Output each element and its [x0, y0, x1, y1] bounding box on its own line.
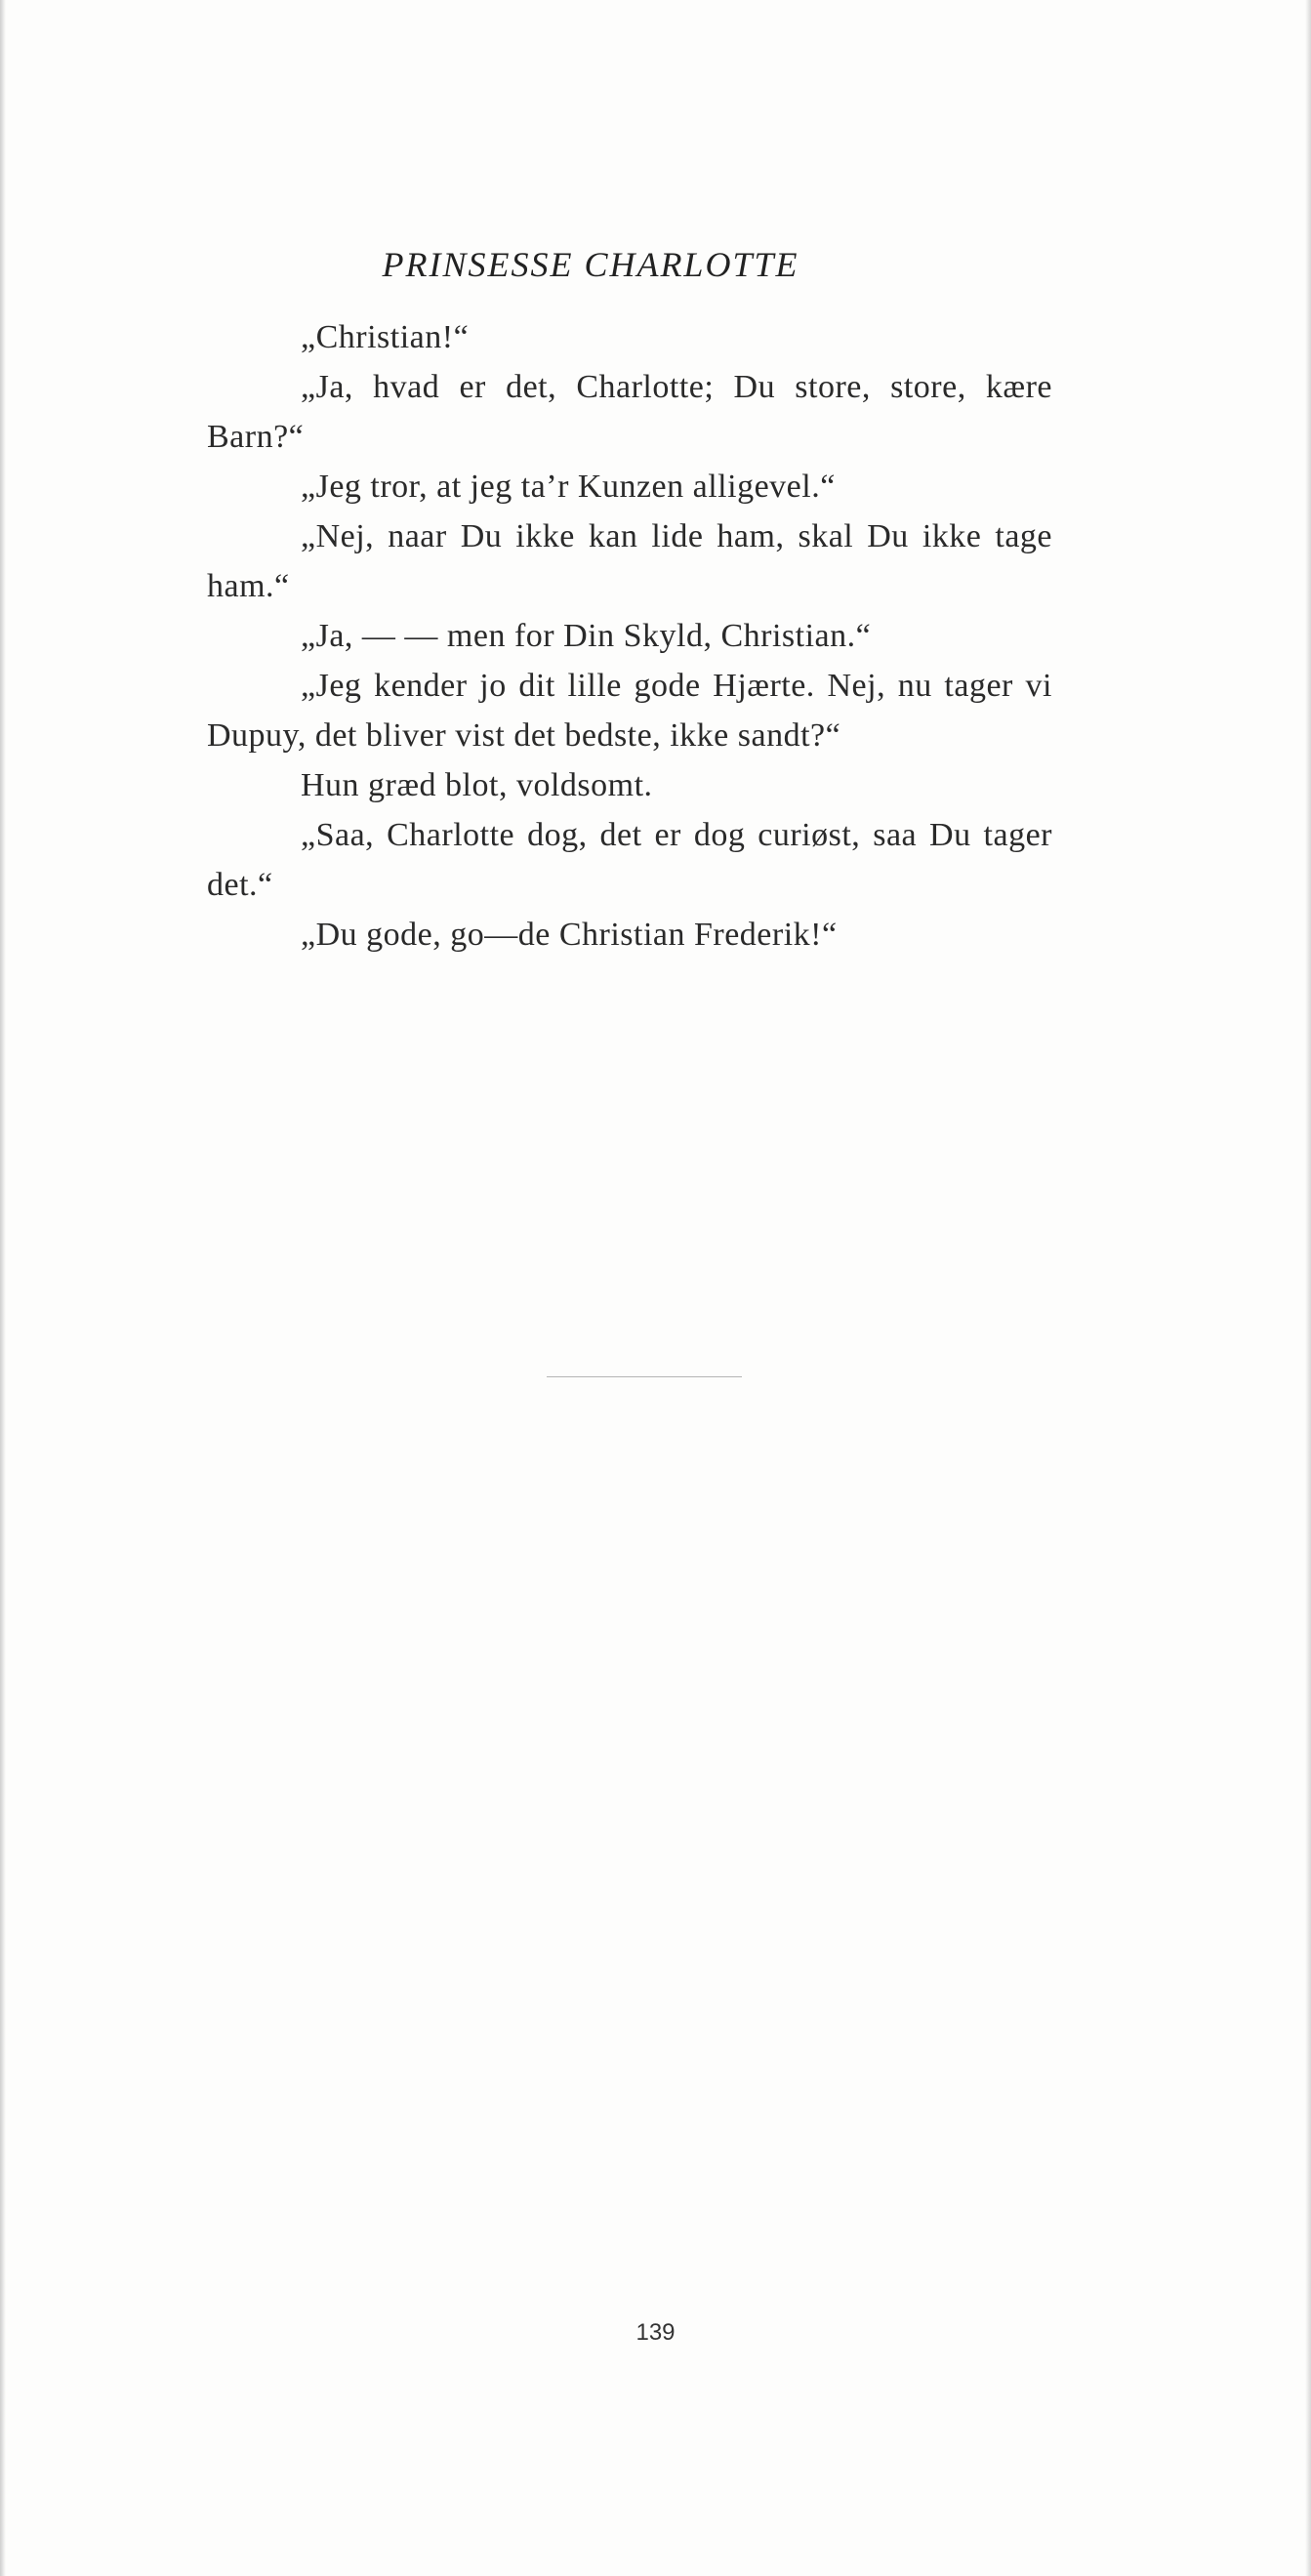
page-edge-right: [1305, 0, 1311, 2576]
paragraph: „Jeg kender jo dit lille gode Hjærte. Nej, nu tager vi Dupuy, det bliver vist det bedste, ikke sandt?“: [207, 668, 1052, 754]
paragraph: Hun græd blot, voldsomt.: [301, 767, 653, 803]
paragraph: „Ja, hvad er det, Charlotte; Du store, store, kære Barn?“: [207, 369, 1052, 455]
paragraph: „Du gode, go—de Christian Frederik!“: [301, 917, 838, 953]
paragraph: „Nej, naar Du ikke kan lide ham, skal Du ikke tage ham.“: [207, 518, 1052, 604]
paragraph: „Christian!“: [301, 319, 470, 355]
running-head: PRINSESSE CHARLOTTE: [382, 245, 799, 284]
paragraph: „Ja, — — men for Din Skyld, Christian.“: [301, 618, 872, 654]
section-divider: [547, 1376, 742, 1377]
page-number: 139: [635, 2319, 676, 2346]
paragraph: „Jeg tror, at jeg ta’r Kunzen alligevel.“: [301, 469, 836, 505]
paragraph: „Saa, Charlotte dog, det er dog curiøst, saa Du tager det.“: [207, 817, 1052, 903]
body-text: [207, 312, 1052, 960]
page-edge-left: [0, 0, 6, 2576]
